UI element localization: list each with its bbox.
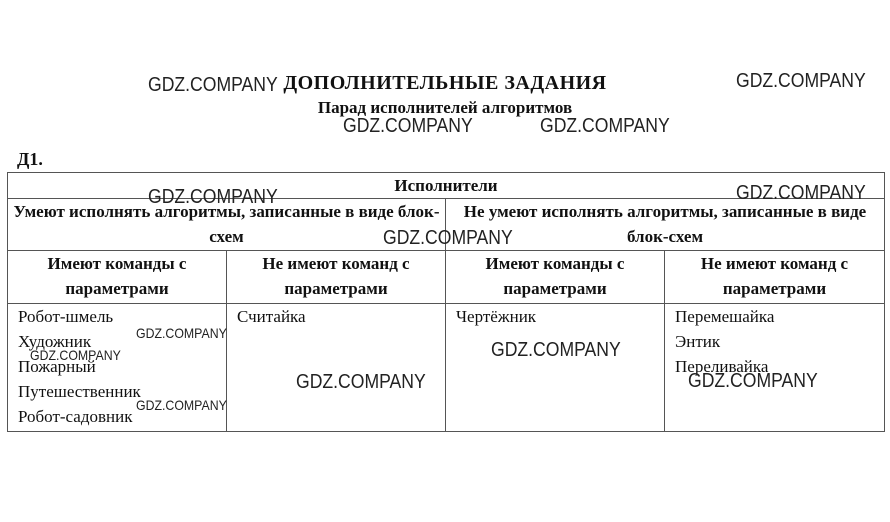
watermark: GDZ.COMPANY bbox=[540, 115, 670, 137]
group-header-can: Умеют исполнять алгоритмы, записанные в виде блок-схем bbox=[8, 199, 446, 251]
list-item: Пожарный bbox=[18, 357, 96, 376]
watermark: GDZ.COMPANY bbox=[136, 397, 227, 413]
task-label: Д1. bbox=[17, 149, 43, 169]
table-cell bbox=[446, 304, 665, 432]
list-item: Художник bbox=[18, 332, 92, 351]
list-item: Перемешайка bbox=[675, 307, 775, 326]
list-item: Переливайка bbox=[675, 357, 769, 376]
table-cell bbox=[665, 304, 885, 432]
list-item: Робот-садовник bbox=[18, 407, 133, 426]
watermark: GDZ.COMPANY bbox=[148, 74, 278, 96]
table-header: Исполнители bbox=[8, 173, 885, 199]
list-item: Считайка bbox=[237, 307, 306, 326]
column-header: Имеют команды с параметрами bbox=[8, 251, 227, 304]
watermark: GDZ.COMPANY bbox=[491, 339, 621, 361]
executors-table bbox=[7, 172, 885, 432]
watermark: GDZ.COMPANY bbox=[688, 370, 818, 392]
watermark: GDZ.COMPANY bbox=[736, 182, 866, 204]
page-title: ДОПОЛНИТЕЛЬНЫЕ ЗАДАНИЯ bbox=[283, 72, 607, 94]
watermark: GDZ.COMPANY bbox=[383, 227, 513, 249]
watermark: GDZ.COMPANY bbox=[148, 186, 278, 208]
watermark: GDZ.COMPANY bbox=[296, 371, 426, 393]
column-header: Не имеют команд с параметрами bbox=[227, 251, 446, 304]
watermark: GDZ.COMPANY bbox=[30, 347, 121, 363]
list-item: Чертёжник bbox=[456, 307, 537, 326]
page-subtitle: Парад исполнителей алгоритмов bbox=[317, 98, 573, 117]
column-header: Имеют команды с параметрами bbox=[446, 251, 665, 304]
list-item: Энтик bbox=[675, 332, 721, 351]
list-item: Робот-шмель bbox=[18, 307, 114, 326]
column-header: Не имеют команд с параметрами bbox=[665, 251, 885, 304]
watermark: GDZ.COMPANY bbox=[343, 115, 473, 137]
group-header-cannot: Не умеют исполнять алгоритмы, записанные в виде блок-схем bbox=[446, 199, 885, 251]
table-cell bbox=[227, 304, 446, 432]
watermark: GDZ.COMPANY bbox=[736, 70, 866, 92]
list-item: Путешественник bbox=[18, 382, 141, 401]
watermark: GDZ.COMPANY bbox=[136, 325, 227, 341]
